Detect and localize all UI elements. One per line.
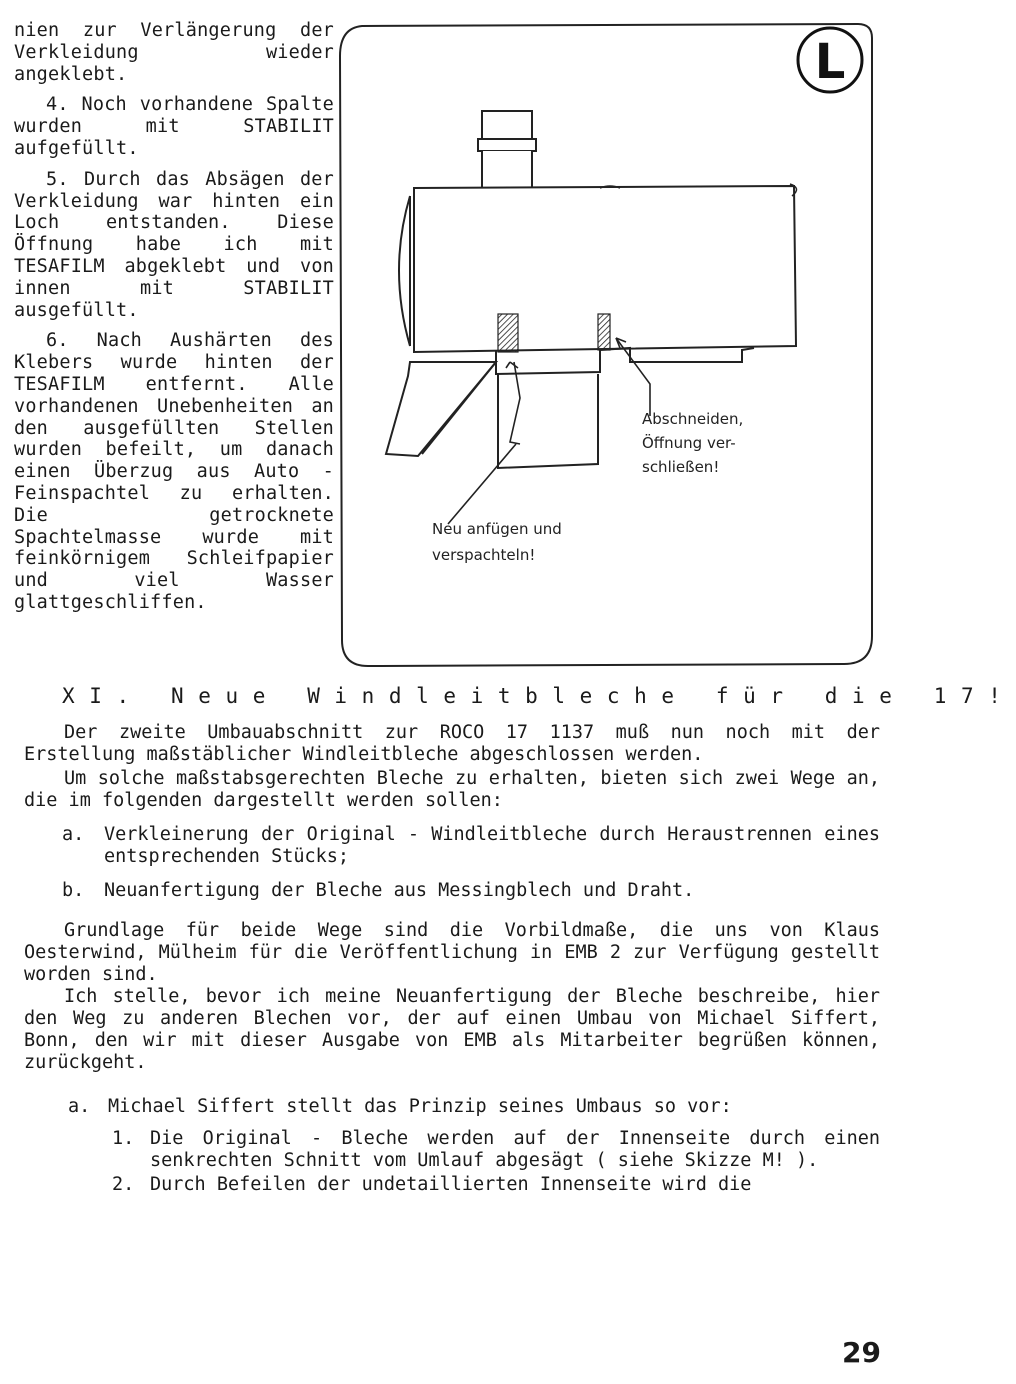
body-text	[24, 722, 880, 1196]
left-paragraph: 5. Durch das Absägen der Verkleidung war hinten ein Loch entstanden. Diese Öffnung habe ich mit TESAFILM abgeklebt und von innen mit STABILIT ausgefüllt.	[14, 168, 334, 321]
list-marker: b.	[62, 880, 85, 901]
body-paragraph: Grundlage für beide Wege sind die Vorbildmaße, die uns von Klaus Oesterwind, Mülheim für die Veröffentlichung in EMB 2 zur Verfügung gestellt worden sind.	[24, 920, 880, 985]
list-marker: 1.	[112, 1128, 135, 1149]
label-cut-line-2: Öffnung ver-	[642, 434, 736, 452]
label-new-line-2: verspachteln!	[432, 546, 536, 564]
list-marker: a.	[62, 824, 85, 845]
list-text: Durch Befeilen der undetaillierten Innenseite wird die	[150, 1174, 752, 1195]
body-paragraph: Ich stelle, bevor ich meine Neuanfertigung der Bleche beschreibe, hier den Weg zu anderen Blechen vor, der auf einen Umbau von Michael Siffert, Bonn, den wir mit dieser Ausgabe von EMB als Mitarbeiter begrüßen können, zurückgeht.	[24, 986, 880, 1073]
page-number: 29	[842, 1336, 881, 1369]
sub-item-a	[68, 1096, 880, 1118]
list-item-a	[62, 824, 880, 868]
list-text: Neuanfertigung der Bleche aus Messingblech und Draht.	[104, 880, 695, 901]
leader-lines	[448, 338, 650, 524]
lower-plate	[498, 374, 598, 468]
list-item-b	[62, 880, 880, 902]
label-cut-line-3: schließen!	[642, 458, 720, 476]
left-paragraph: 6. Nach Aushärten des Klebers wurde hinten der TESAFILM entfernt. Alle vorhandenen Unebenheiten an den ausgefüllten Stellen wurden befeilt, um danach einen Überzug aus Auto - Feinspachtel zu erhalten. Die getrocknete Spachtelmasse wurde mit feinkörnigem Schleifpapier und viel Wasser glattgeschliffen.	[14, 330, 334, 613]
sketch-drawing	[330, 16, 882, 668]
list-marker: 2.	[112, 1174, 135, 1195]
badge-l	[798, 28, 862, 92]
label-cut-line-1: Abschneiden,	[642, 410, 744, 428]
body-paragraph: Der zweite Umbauabschnitt zur ROCO 17 1137 muß nun noch mit der Erstellung maßstäblicher Windleitbleche abgeschlossen werden.	[24, 722, 880, 765]
body-paragraph: Um solche maßstabsgerechten Bleche zu erhalten, bieten sich zwei Wege an, die im folgenden dargestellt werden sollen:	[24, 768, 880, 811]
label-new-line-1: Neu anfügen und	[432, 520, 562, 538]
left-text-column	[14, 20, 334, 623]
filled-area	[498, 314, 518, 352]
list-text: Michael Siffert stellt das Prinzip seines Umbaus so vor:	[108, 1096, 732, 1117]
section-heading: XI. Neue Windleitbleche für die 17!	[62, 684, 1016, 708]
cut-area	[598, 314, 610, 350]
badge-letter: L	[814, 34, 846, 90]
smoke-deflector	[386, 362, 496, 456]
sketch-figure-l	[330, 16, 882, 668]
running-board	[496, 348, 754, 374]
list-marker: a.	[68, 1096, 91, 1117]
numbered-item-2	[112, 1174, 880, 1196]
left-paragraph: 4. Noch vorhandene Spalte wurden mit STABILIT aufgefüllt.	[14, 94, 334, 159]
list-text: Die Original - Bleche werden auf der Innenseite durch einen senkrechten Schnitt vom Umlauf abgesägt ( siehe Skizze M! ).	[150, 1128, 880, 1171]
list-text: Verkleinerung der Original - Windleitbleche durch Heraustrennen eines entsprechenden Stücks;	[104, 824, 880, 867]
steam-dome	[478, 111, 536, 198]
numbered-item-1	[112, 1128, 880, 1172]
left-paragraph: nien zur Verlängerung der Verkleidung wieder angeklebt.	[14, 20, 334, 85]
